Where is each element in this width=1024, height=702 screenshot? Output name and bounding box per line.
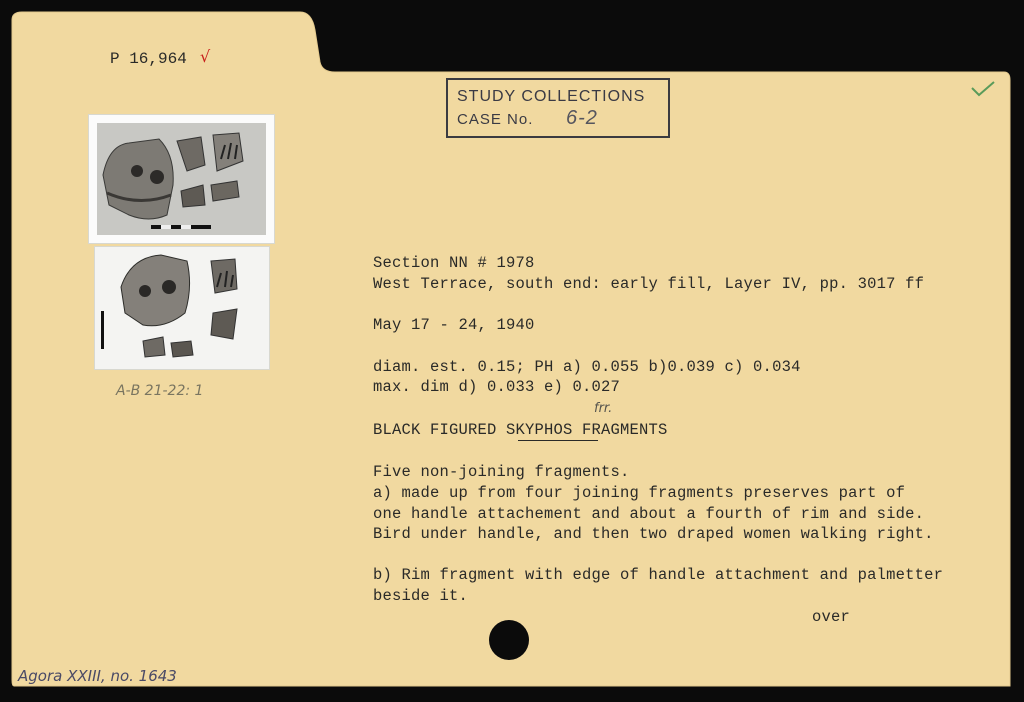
- accession-number: P 16,964: [110, 50, 187, 68]
- findspot: West Terrace, south end: early fill, Layer IV, pp. 3017 ff: [373, 275, 925, 293]
- over-note: over: [812, 608, 851, 626]
- publication-reference: Agora XXIII, no. 1643: [18, 667, 177, 685]
- photo-fragments-bottom: [94, 246, 270, 370]
- fragment-d: [143, 337, 165, 357]
- description-line-3: one handle attachement and about a fourth of rim and side.: [373, 505, 925, 523]
- negative-reference: A-B 21-22: 1: [116, 383, 204, 399]
- dimensions-line-1: diam. est. 0.15; PH a) 0.055 b)0.039 c) 0.034: [373, 358, 801, 376]
- fragment-e: [211, 181, 239, 201]
- stamp-title: STUDY COLLECTIONS: [457, 88, 646, 105]
- fragment-c: [211, 309, 237, 339]
- fragment-e: [171, 341, 193, 357]
- fragments-image: [89, 115, 274, 243]
- description-line-2: a) made up from four joining fragments preserves part of: [373, 484, 906, 502]
- dimensions-line-2: max. dim d) 0.033 e) 0.027: [373, 378, 621, 396]
- description-line-4: Bird under handle, and then two draped women walking right.: [373, 525, 934, 543]
- object-title-correction: frr.: [594, 401, 613, 416]
- stamp-case-number: 6-2: [566, 107, 598, 129]
- title-underline: [518, 440, 598, 441]
- fragments-image-2: [95, 247, 269, 369]
- section-number: Section NN # 1978: [373, 254, 535, 272]
- description-line-5: b) Rim fragment with edge of handle attachment and palmetter: [373, 566, 944, 584]
- excavation-date: May 17 - 24, 1940: [373, 316, 535, 334]
- description-line-6: beside it.: [373, 587, 469, 605]
- check-mark-icon: √: [200, 47, 211, 66]
- photo-fragments-top: [88, 114, 275, 244]
- punch-hole: [489, 620, 529, 660]
- study-collections-stamp: [446, 78, 670, 138]
- stamp-case-label: CASE No.: [457, 111, 534, 128]
- description-line-1: Five non-joining fragments.: [373, 463, 630, 481]
- object-title: BLACK FIGURED SKYPHOS FRAGMENTS: [373, 421, 668, 439]
